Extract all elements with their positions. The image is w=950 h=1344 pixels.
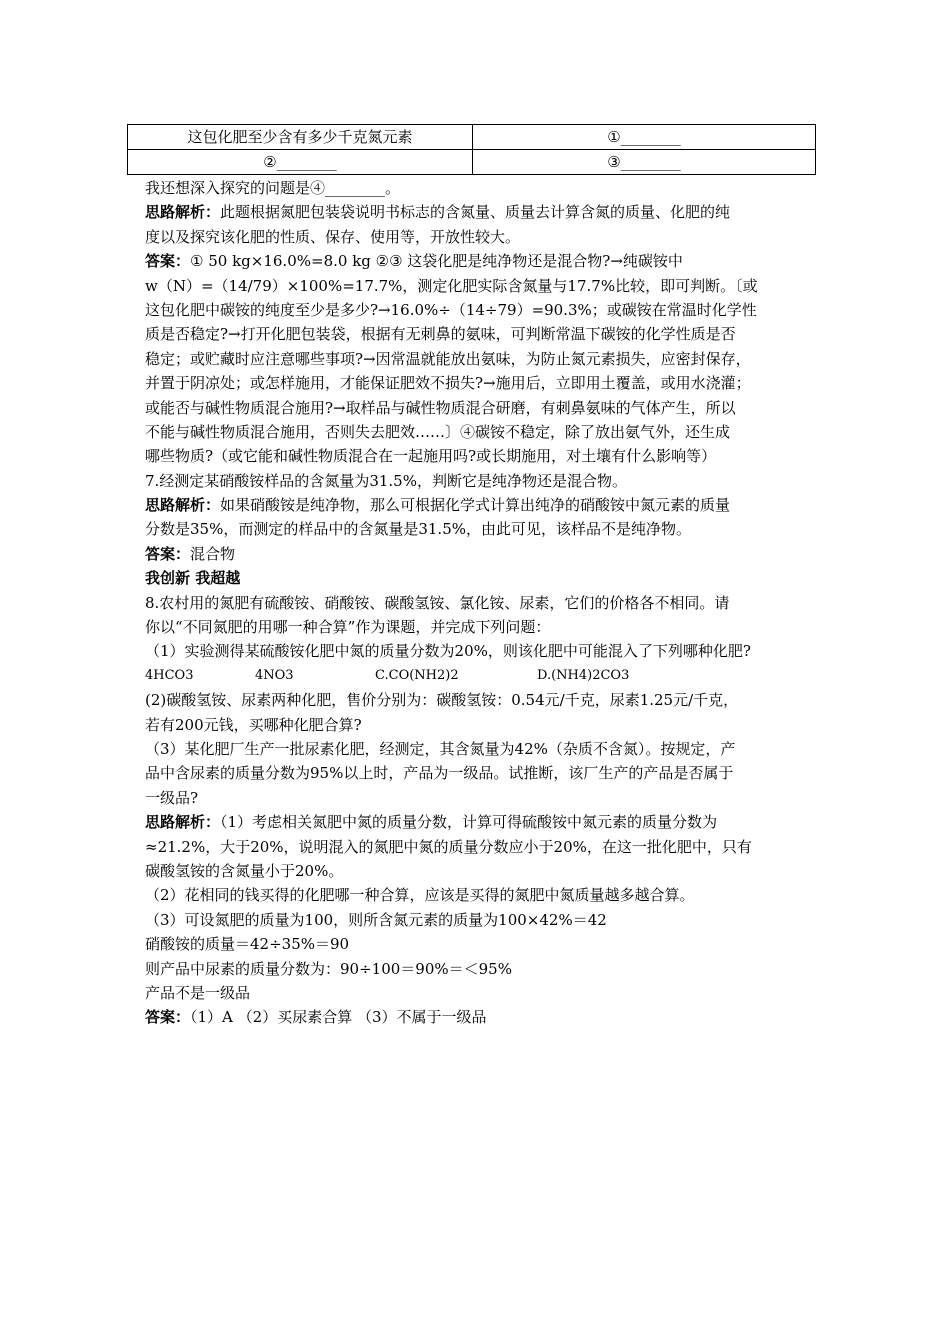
text-line <box>145 566 815 590</box>
text-line <box>145 688 815 712</box>
text-line <box>145 859 815 883</box>
line-text: 硝酸铵的质量＝42÷35%＝90 <box>145 935 350 954</box>
line-text: 7.经测定某硝酸铵样品的含氮量为31.5%，判断它是纯净物还是混合物。 <box>145 471 627 490</box>
text-line <box>145 444 815 468</box>
text-line <box>145 883 815 907</box>
option-3: D.(NH4)2CO3 <box>537 667 630 683</box>
table-cell: ②________ <box>128 150 473 175</box>
text-line <box>145 932 815 956</box>
line-text: 不能与碱性物质混合施用，否则失去肥效……〕④碳铵不稳定，除了放出氨气外，还生成 <box>145 422 731 441</box>
text-line <box>145 737 815 761</box>
text-line <box>145 1005 815 1029</box>
line-text: 碳酸氢铵的含氮量小于20%。 <box>145 861 344 880</box>
line-text: 此题根据氮肥包装袋说明书标志的含氮量、质量去计算含氮的质量、化肥的纯 <box>220 203 731 222</box>
line-text: 你以“不同氮肥的用哪一种合算”作为课题，并完成下列问题： <box>145 618 551 637</box>
table-row <box>128 125 816 150</box>
section-label: 答案： <box>145 1008 191 1027</box>
text-line <box>145 835 815 859</box>
question-table <box>127 124 816 175</box>
text-line <box>145 810 815 834</box>
line-text: （1）A （2）买尿素合算 （3）不属于一级品 <box>190 1008 487 1027</box>
text-line <box>145 274 815 298</box>
text-line <box>145 493 815 517</box>
text-line <box>145 591 815 615</box>
line-text: 度以及探究该化肥的性质、保存、使用等，开放性较大。 <box>145 227 521 246</box>
line-text: 质是否稳定?→打开化肥包装袋，根据有无刺鼻的氨味，可判断常温下碳铵的化学性质是否 <box>145 325 736 344</box>
line-text: w（N）=（14/79）×100%=17.7%，测定化肥实际含氮量与17.7%比较，即可判断。〔或 <box>145 276 758 295</box>
text-line <box>145 420 815 444</box>
line-text: 8.农村用的氮肥有硫酸铵、硝酸铵、碳酸氢铵、氯化铵、尿素，它们的价格各不相同。请 <box>145 593 730 612</box>
line-text: 我还想深入探究的问题是④________。 <box>145 179 401 197</box>
table-row <box>128 150 816 175</box>
table-cell: ③________ <box>473 150 816 175</box>
section-label: 思路解析： <box>145 496 221 515</box>
line-text: 一级品? <box>145 788 199 807</box>
text-line <box>145 469 815 493</box>
text-line <box>145 347 815 371</box>
line-text: 稳定；或贮藏时应注意哪些事项?→因常温就能放出氨味，为防止氮元素损失，应密封保存， <box>145 349 751 368</box>
section-label: 思路解析： <box>145 203 221 222</box>
line-text: 若有200元钱，买哪种化肥合算? <box>145 715 362 734</box>
option-0: 4HCO3 <box>145 667 194 683</box>
section-label: 答案： <box>145 544 191 563</box>
line-text: 如果硝酸铵是纯净物，那么可根据化学式计算出纯净的硝酸铵中氮元素的质量 <box>220 496 731 515</box>
line-text: 分数是35%，而测定的样品中的含氮量是31.5%，由此可见，该样品不是纯净物。 <box>145 520 691 539</box>
text-line <box>145 396 815 420</box>
line-text: 或能否与碱性物质混合施用?→取样品与碱性物质混合研磨，有刺鼻氨味的气体产生，所以 <box>145 398 736 417</box>
text-line <box>145 298 815 322</box>
text-line <box>145 517 815 541</box>
text-line <box>145 176 815 200</box>
line-text: 则产品中尿素的质量分数为：90÷100＝90%＝＜95% <box>145 959 512 978</box>
text-line <box>145 249 815 273</box>
text-line <box>145 371 815 395</box>
section-label: 我创新 我超越 <box>145 569 241 588</box>
line-text: ≈21.2%，大于20%，说明混入的氮肥中氮的质量分数应小于20%，在这一批化肥中，只有 <box>145 837 752 856</box>
text-line <box>145 908 815 932</box>
table-cell: 这包化肥至少含有多少千克氮元素 <box>128 125 473 150</box>
line-text: 这包化肥中碳铵的纯度至少是多少?→16.0%÷（14÷79）=90.3%；或碳铵在常温时化学性 <box>145 300 757 319</box>
text-line <box>145 981 815 1005</box>
line-text: 品中含尿素的质量分数为95%以上时，产品为一级品。试推断，该厂生产的产品是否属于 <box>145 764 734 783</box>
section-label: 思路解析： <box>145 813 221 832</box>
text-line <box>145 225 815 249</box>
text-line <box>145 200 815 224</box>
line-text: （1）实验测得某硫酸铵化肥中氮的质量分数为20%，则该化肥中可能混入了下列哪种化肥? <box>145 642 751 661</box>
table-cell: ①________ <box>473 125 816 150</box>
text-line <box>145 639 815 663</box>
text-line <box>145 713 815 737</box>
line-text: 混合物 <box>190 544 236 563</box>
text-line <box>145 542 815 566</box>
line-text: （2）花相同的钱买得的化肥哪一种合算，应该是买得的氮肥中氮质量越多越合算。 <box>145 886 695 905</box>
answer-options <box>145 664 815 688</box>
option-1: 4NO3 <box>255 667 294 683</box>
option-2: C.CO(NH2)2 <box>375 667 459 683</box>
section-label: 答案： <box>145 252 191 271</box>
text-line <box>145 957 815 981</box>
line-text: ① 50 kg×16.0%=8.0 kg ②③ 这袋化肥是纯净物还是混合物?→纯碳铵中 <box>190 252 683 271</box>
text-line <box>145 322 815 346</box>
line-text: 产品不是一级品 <box>145 983 251 1002</box>
line-text: 哪些物质?（或它能和碱性物质混合在一起施用吗?或长期施用，对土壤有什么影响等） <box>145 447 717 466</box>
document-body <box>145 176 815 1030</box>
text-line <box>145 761 815 785</box>
line-text: （3）可设氮肥的质量为100，则所含氮元素的质量为100×42%＝42 <box>145 910 607 929</box>
text-line <box>145 615 815 639</box>
text-line <box>145 786 815 810</box>
line-text: 并置于阴凉处；或怎样施用，才能保证肥效不损失?→施用后，立即用土覆盖，或用水浇灌； <box>145 374 751 393</box>
line-text: （3）某化肥厂生产一批尿素化肥，经测定，其含氮量为42%（杂质不含氮）。按规定，产 <box>145 739 736 758</box>
line-text: (2)碳酸氢铵、尿素两种化肥，售价分别为：碳酸氢铵：0.54元/千克，尿素1.25元/千克， <box>145 691 739 710</box>
line-text: （1）考虑相关氮肥中氮的质量分数，计算可得硫酸铵中氮元素的质量分数为 <box>220 813 718 832</box>
